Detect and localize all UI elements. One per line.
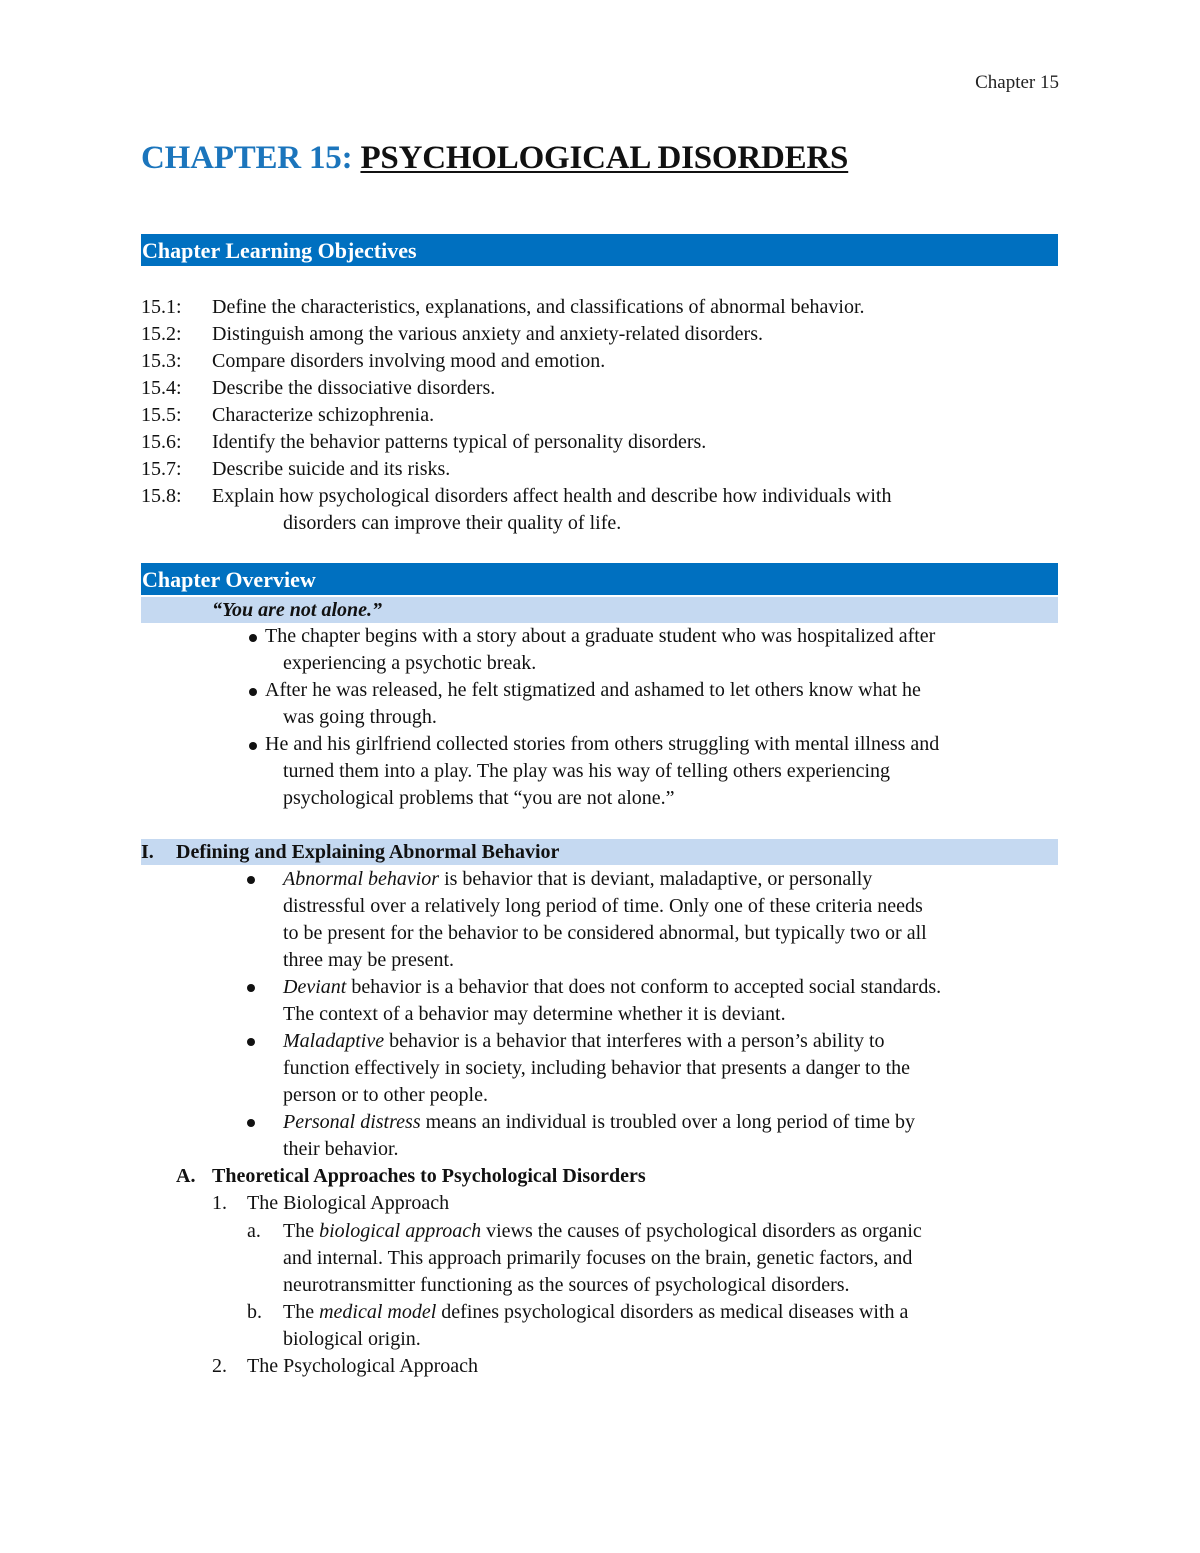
overview-bullet-line: After he was released, he felt stigmatized and ashamed to let others know what he bbox=[265, 679, 921, 701]
objectives-heading: Chapter Learning Objectives bbox=[141, 234, 1058, 266]
list-number: 1. bbox=[212, 1192, 227, 1214]
list-number: 2. bbox=[212, 1355, 227, 1377]
list-letter: a. bbox=[247, 1220, 261, 1242]
definition-line: The context of a behavior may determine whether it is deviant. bbox=[283, 1003, 786, 1025]
bullet-icon bbox=[247, 876, 255, 884]
overview-bullet-line: The chapter begins with a story about a graduate student who was hospitalized after bbox=[265, 625, 936, 647]
section-numeral: I. bbox=[141, 841, 154, 863]
bullet-icon bbox=[249, 634, 257, 642]
section-heading: Defining and Explaining Abnormal Behavior bbox=[176, 841, 560, 863]
subsection-heading: Theoretical Approaches to Psychological Disorders bbox=[212, 1165, 646, 1187]
objective-text: Compare disorders involving mood and emotion. bbox=[212, 350, 606, 372]
objective-number: 15.3: bbox=[141, 350, 182, 372]
definition-text: views the causes of psychological disorders as organic bbox=[481, 1220, 922, 1242]
bullet-icon bbox=[247, 1119, 255, 1127]
term: biological approach bbox=[319, 1220, 482, 1242]
overview-bullet-line: was going through. bbox=[283, 706, 437, 728]
objective-number: 15.8: bbox=[141, 485, 182, 507]
objective-text: Explain how psychological disorders affect health and describe how individuals with bbox=[212, 485, 892, 507]
definition-line: and internal. This approach primarily focuses on the brain, genetic factors, and bbox=[283, 1247, 913, 1269]
overview-bullet-line: turned them into a play. The play was his way of telling others experiencing bbox=[283, 760, 891, 782]
definition-line: function effectively in society, including behavior that presents a danger to the bbox=[283, 1057, 911, 1079]
bullet-icon bbox=[249, 742, 257, 750]
overview-heading: Chapter Overview bbox=[141, 563, 1058, 595]
list-item-text: The Psychological Approach bbox=[247, 1355, 479, 1377]
bullet-icon bbox=[249, 688, 257, 696]
overview-bullet-line: experiencing a psychotic break. bbox=[283, 652, 537, 674]
definition-line: biological origin. bbox=[283, 1328, 421, 1350]
definition-text: means an individual is troubled over a long period of time by bbox=[420, 1111, 915, 1133]
definition-prefix: The bbox=[283, 1220, 320, 1242]
chapter-name: PSYCHOLOGICAL DISORDERS bbox=[360, 140, 849, 176]
objective-number: 15.1: bbox=[141, 296, 182, 318]
term: Deviant bbox=[283, 976, 347, 998]
objective-text: Identify the behavior patterns typical of personality disorders. bbox=[212, 431, 707, 453]
definition-line: three may be present. bbox=[283, 949, 455, 971]
subsection-letter: A. bbox=[176, 1165, 196, 1187]
overview-subheading: “You are not alone.” bbox=[212, 599, 383, 621]
definition-text: is behavior that is deviant, maladaptive, or personally bbox=[439, 868, 873, 890]
term: medical model bbox=[319, 1301, 437, 1323]
objective-number: 15.5: bbox=[141, 404, 182, 426]
definition-line bbox=[283, 1299, 908, 1326]
definition-line bbox=[283, 1218, 922, 1245]
list-letter: b. bbox=[247, 1301, 262, 1323]
bullet-icon bbox=[247, 984, 255, 992]
list-item-text: The Biological Approach bbox=[247, 1192, 450, 1214]
objective-number: 15.2: bbox=[141, 323, 182, 345]
definition-line: neurotransmitter functioning as the sources of psychological disorders. bbox=[283, 1274, 850, 1296]
objective-continuation: disorders can improve their quality of life. bbox=[283, 512, 622, 534]
objective-text: Distinguish among the various anxiety and anxiety-related disorders. bbox=[212, 323, 763, 345]
bullet-icon bbox=[247, 1038, 255, 1046]
objective-text: Characterize schizophrenia. bbox=[212, 404, 435, 426]
definition-text: behavior is a behavior that interferes with a person’s ability to bbox=[384, 1030, 885, 1052]
running-header: Chapter 15 bbox=[975, 72, 1059, 93]
definition-line: person or to other people. bbox=[283, 1084, 488, 1106]
definition-text: behavior is a behavior that does not conform to accepted social standards. bbox=[346, 976, 942, 998]
objective-number: 15.7: bbox=[141, 458, 182, 480]
objective-text: Define the characteristics, explanations, and classifications of abnormal behavior. bbox=[212, 296, 865, 318]
overview-bullet-line: psychological problems that “you are not alone.” bbox=[283, 787, 675, 809]
overview-bullet-line: He and his girlfriend collected stories from others struggling with mental illness and bbox=[265, 733, 940, 755]
chapter-title bbox=[141, 140, 848, 177]
definition-line: to be present for the behavior to be considered abnormal, but typically two or all bbox=[283, 922, 927, 944]
definition-line bbox=[283, 974, 941, 1001]
term: Personal distress bbox=[283, 1111, 421, 1133]
definition-line bbox=[283, 1109, 915, 1136]
term: Abnormal behavior bbox=[283, 868, 440, 890]
definition-text: defines psychological disorders as medical diseases with a bbox=[436, 1301, 909, 1323]
objective-text: Describe the dissociative disorders. bbox=[212, 377, 496, 399]
objective-number: 15.4: bbox=[141, 377, 182, 399]
definition-line: their behavior. bbox=[283, 1138, 399, 1160]
definition-line bbox=[283, 1028, 885, 1055]
definition-line bbox=[283, 866, 872, 893]
term: Maladaptive bbox=[283, 1030, 385, 1052]
definition-prefix: The bbox=[283, 1301, 320, 1323]
objective-text: Describe suicide and its risks. bbox=[212, 458, 451, 480]
objective-number: 15.6: bbox=[141, 431, 182, 453]
chapter-number: CHAPTER 15: bbox=[141, 140, 353, 176]
definition-line: distressful over a relatively long period of time. Only one of these criteria needs bbox=[283, 895, 923, 917]
